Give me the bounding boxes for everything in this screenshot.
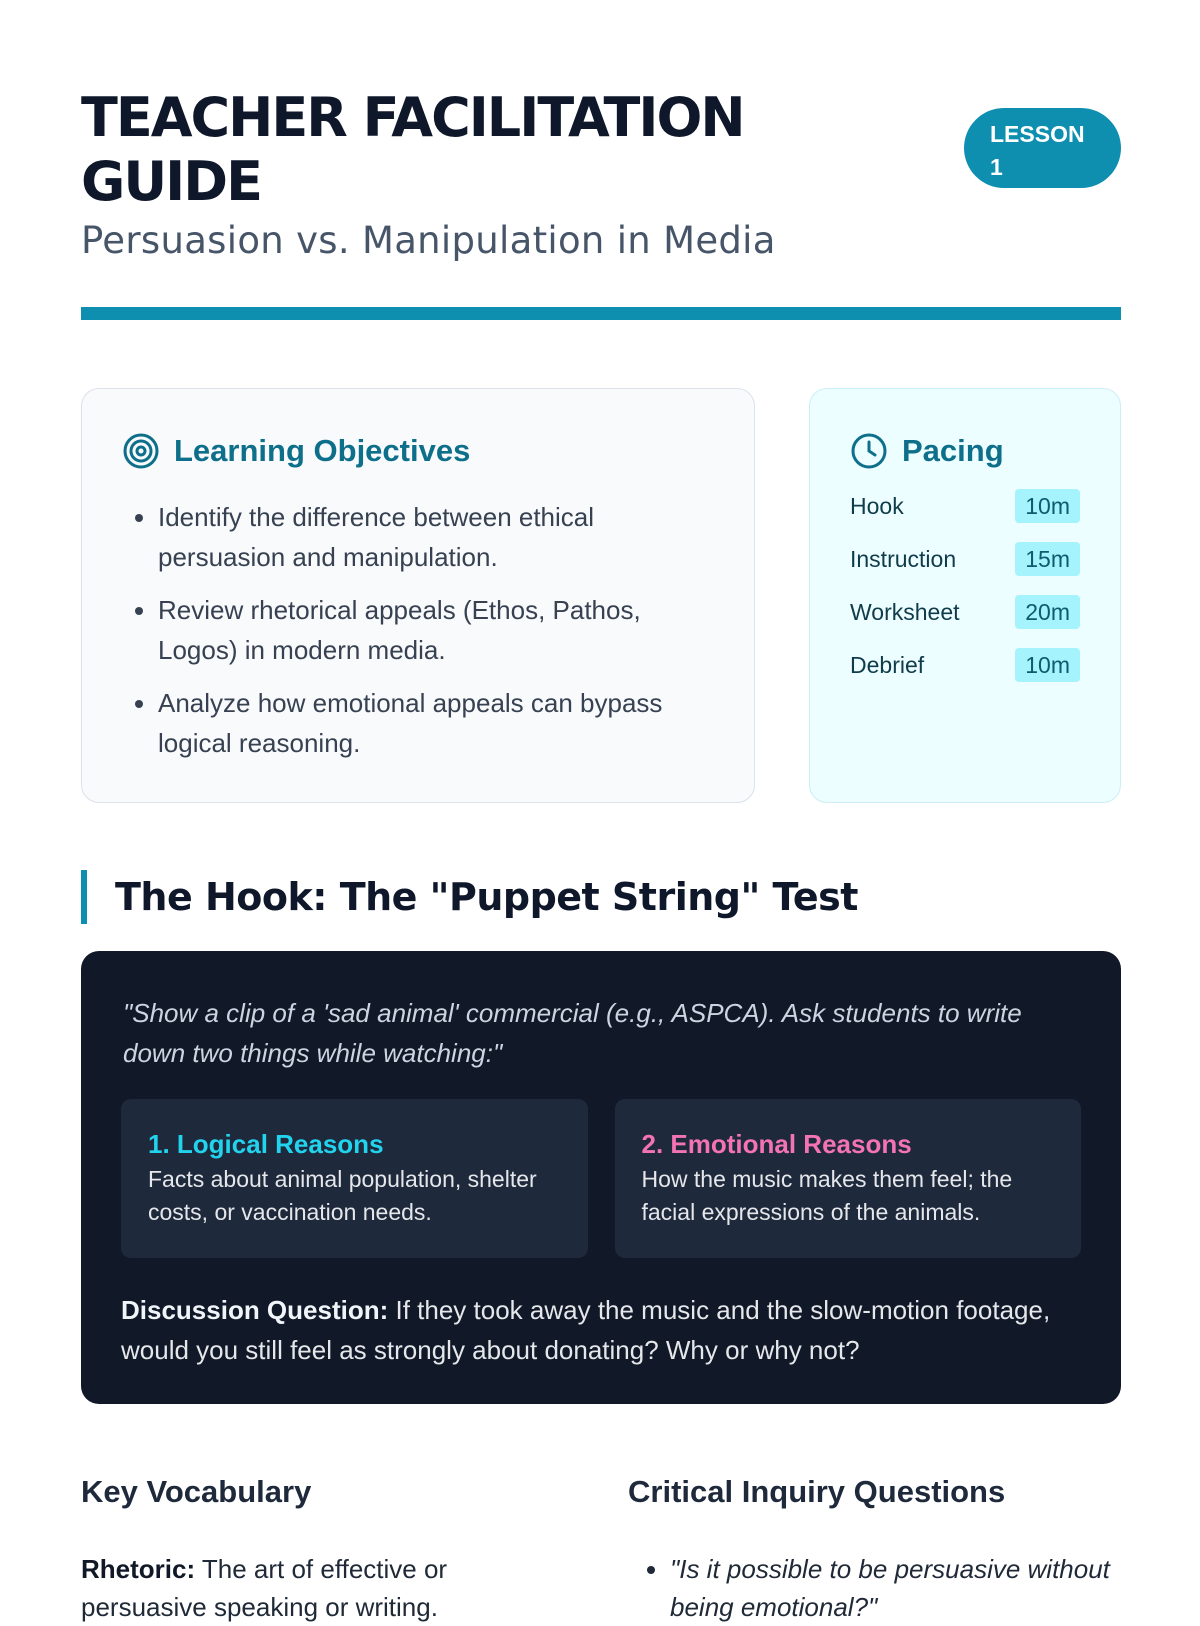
discussion-text: If they took away the music and the slow-motion footage, would you still feel as strongly about donating? Why or why not? xyxy=(121,1295,1051,1365)
list-item: • Review rhetorical appeals (Ethos, Pathos, Logos) in modern media. xyxy=(158,590,714,670)
objectives-heading xyxy=(122,431,714,471)
pacing-label: Instruction xyxy=(850,545,957,572)
vocabulary-term: Rhetoric: xyxy=(81,1554,196,1584)
pacing-row-worksheet xyxy=(850,594,1080,630)
pacing-card xyxy=(809,388,1121,803)
pacing-time: 10m xyxy=(1015,489,1080,523)
reason-title: 2. Emotional Reasons xyxy=(641,1129,912,1159)
clock-icon xyxy=(850,432,888,470)
learning-objectives-card xyxy=(81,388,755,803)
critical-inquiry-section xyxy=(628,1472,1121,1626)
reasons-row xyxy=(121,1099,1081,1258)
hook-section-heading: The Hook: The "Puppet String" Test xyxy=(81,870,858,924)
emotional-reasons-box xyxy=(615,1099,1082,1258)
discussion-label: Discussion Question: xyxy=(121,1295,389,1325)
pacing-label: Debrief xyxy=(850,651,925,678)
key-vocabulary-section xyxy=(81,1472,551,1626)
hook-instructions-quote: "Show a clip of a 'sad animal' commercial (e.g., ASPCA). Ask students to write down two things while watching:" xyxy=(123,998,1022,1068)
reason-text: Facts about animal population, shelter costs, or vaccination needs. xyxy=(148,1166,537,1225)
pacing-time: 15m xyxy=(1015,542,1080,576)
reason-title: 1. Logical Reasons xyxy=(148,1129,384,1159)
pacing-label: Hook xyxy=(850,492,904,519)
pacing-row-hook xyxy=(850,488,1080,524)
lesson-badge: LESSON 1 xyxy=(964,108,1121,188)
page-header xyxy=(81,86,1121,264)
pacing-heading xyxy=(850,431,1080,471)
pacing-label: Worksheet xyxy=(850,598,960,625)
inquiry-list xyxy=(628,1550,1121,1626)
logical-reasons-box xyxy=(121,1099,588,1258)
objectives-list xyxy=(122,497,714,763)
objectives-heading-label: Learning Objectives xyxy=(174,433,471,468)
page-subtitle: Persuasion vs. Manipulation in Media xyxy=(81,219,776,262)
pacing-row-instruction xyxy=(850,541,1080,577)
pacing-heading-label: Pacing xyxy=(902,433,1004,468)
pacing-row-debrief xyxy=(850,647,1080,683)
reason-text: How the music makes them feel; the facial expressions of the animals. xyxy=(641,1166,1013,1225)
list-item: • Analyze how emotional appeals can bypass logical reasoning. xyxy=(158,683,714,763)
list-item: • "Is it possible to be persuasive without being emotional?" xyxy=(670,1550,1121,1626)
discussion-question xyxy=(121,1290,1081,1370)
target-icon xyxy=(122,432,160,470)
header-divider xyxy=(81,307,1121,320)
hook-panel xyxy=(81,951,1121,1404)
vocabulary-heading: Key Vocabulary xyxy=(81,1474,312,1509)
page-title: TEACHER FACILITATION GUIDE xyxy=(81,86,744,213)
vocabulary-definition: The art of effective or persuasive speaking or writing. xyxy=(81,1554,448,1622)
pacing-time: 10m xyxy=(1015,648,1080,682)
list-item: • Identify the difference between ethical persuasion and manipulation. xyxy=(158,497,714,577)
vocabulary-item xyxy=(81,1550,551,1626)
pacing-time: 20m xyxy=(1015,595,1080,629)
inquiry-heading: Critical Inquiry Questions xyxy=(628,1474,1006,1509)
